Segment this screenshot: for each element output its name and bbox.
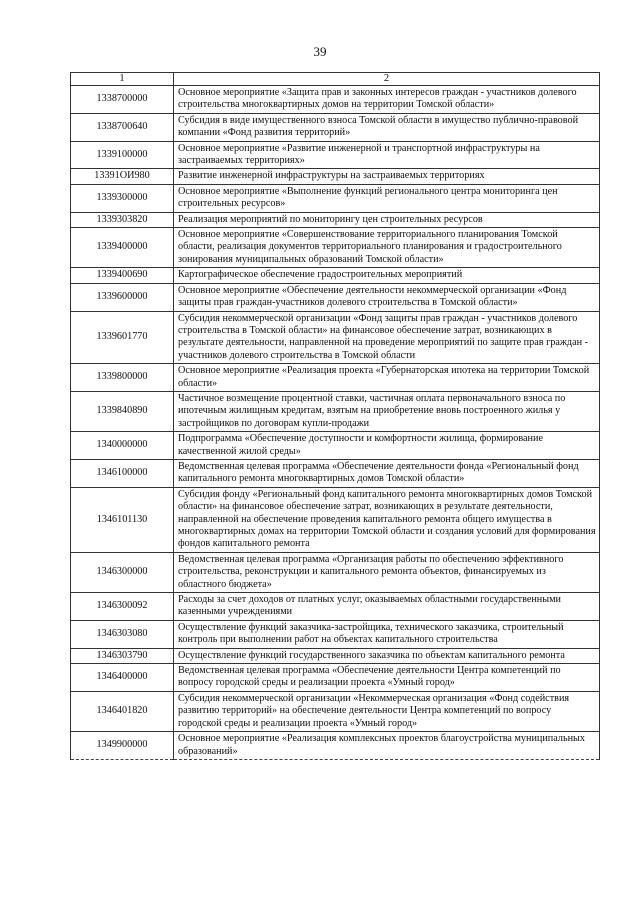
row-code: 1339300000 [71,184,174,212]
table-row [71,228,600,268]
table-row [71,487,600,552]
table-row [71,620,600,648]
row-description: Основное мероприятие «Обеспечение деятельности некоммерческой организации «Фонд защиты прав граждан-участников долевого строительства в Томской области» [174,283,600,311]
row-description: Основное мероприятие «Развитие инженерной и транспортной инфраструктуры на застраиваемых территориях» [174,141,600,169]
row-description: Картографическое обеспечение градостроительных мероприятий [174,268,600,283]
row-description: Подпрограмма «Обеспечение доступности и комфортности жилища, формирование качественной жилой среды» [174,432,600,460]
row-code: 1339840890 [71,391,174,431]
row-description: Субсидия некоммерческой организации «Фонд защиты прав граждан - участников долевого строительства в Томской области» на финансовое обеспечение затрат, возникающих в результате деятельности, направленной на проведение мероприятий по защите прав граждан - участников долевого строительства в Томской области [174,311,600,364]
row-code: 1338700000 [71,86,174,114]
table-row [71,552,600,592]
row-code: 1346101130 [71,487,174,552]
row-code: 1346100000 [71,459,174,487]
table-row [71,268,600,283]
row-description: Осуществление функций заказчика-застройщика, технического заказчика, строительный контроль при выполнении работ на объектах капитального строительства [174,620,600,648]
row-code: 1339600000 [71,283,174,311]
row-description: Ведомственная целевая программа «Обеспечение деятельности фонда «Региональный фонд капитального ремонта многоквартирных домов Томской области» [174,459,600,487]
row-code: 1338700640 [71,113,174,141]
row-description: Ведомственная целевая программа «Обеспечение деятельности Центра компетенций по вопросу городской среды и реализации проекта «Умный город» [174,664,600,692]
table-row [71,664,600,692]
table-row [71,593,600,621]
row-description: Основное мероприятие «Защита прав и законных интересов граждан - участников долевого строительства многоквартирных домов на территории Томской области» [174,86,600,114]
row-description: Субсидия некоммерческой организации «Некоммерческая организация «Фонд содействия развитию территорий» на обеспечение деятельности Центра компетенций по вопросу городской среды и реализации проекта «Умный город» [174,691,600,731]
table-row [71,169,600,184]
row-code: 1339303820 [71,212,174,227]
row-description: Частичное возмещение процентной ставки, частичная оплата первоначального взноса по ипотечным жилищным кредитам, взятым на приобретение вновь построенного жилья у застройщиков по договорам купли-продажи [174,391,600,431]
budget-classification-table [70,72,600,760]
table-header-row [71,73,600,86]
row-code: 1349900000 [71,732,174,760]
row-code: 1339601770 [71,311,174,364]
column-header-1: 1 [71,73,174,86]
row-code: 1346303790 [71,648,174,663]
table-row [71,459,600,487]
row-description: Основное мероприятие «Реализация комплексных проектов благоустройства муниципальных образований» [174,732,600,760]
table-row [71,184,600,212]
table-row [71,141,600,169]
row-description: Субсидия в виде имущественного взноса Томской области в имущество публично-правовой компании «Фонд развития территорий» [174,113,600,141]
row-description: Реализация мероприятий по мониторингу цен строительных ресурсов [174,212,600,227]
column-header-2: 2 [174,73,600,86]
row-code: 1346303080 [71,620,174,648]
row-code: 13391ОИ980 [71,169,174,184]
table-row [71,732,600,760]
row-code: 1339100000 [71,141,174,169]
row-description: Ведомственная целевая программа «Организация работы по обеспечению эффективного строительства, реконструкции и капитального ремонта объектов, финансируемых из областного бюджета» [174,552,600,592]
table-row [71,86,600,114]
table-row [71,212,600,227]
row-code: 1339400000 [71,228,174,268]
row-description: Основное мероприятие «Совершенствование территориального планирования Томской области, реализация документов территориального планирования и градостроительного зонирования муниципальных образований Томской области» [174,228,600,268]
row-code: 1346401820 [71,691,174,731]
table-row [71,364,600,392]
row-description: Осуществление функций государственного заказчика по объектам капитального ремонта [174,648,600,663]
row-code: 1346400000 [71,664,174,692]
row-description: Основное мероприятие «Реализация проекта «Губернаторская ипотека на территории Томской области» [174,364,600,392]
table-row [71,311,600,364]
table-row [71,283,600,311]
table-row [71,432,600,460]
table-row [71,391,600,431]
table-row [71,113,600,141]
table-row [71,691,600,731]
row-description: Расходы за счет доходов от платных услуг, оказываемых областными государственными казенными учреждениями [174,593,600,621]
row-code: 1346300092 [71,593,174,621]
row-code: 1339800000 [71,364,174,392]
row-code: 1346300000 [71,552,174,592]
row-description: Основное мероприятие «Выполнение функций регионального центра мониторинга цен строительных ресурсов» [174,184,600,212]
table-row [71,648,600,663]
row-description: Развитие инженерной инфраструктуры на застраиваемых территориях [174,169,600,184]
row-code: 1339400690 [71,268,174,283]
page-number: 39 [313,44,327,59]
row-code: 1340000000 [71,432,174,460]
row-description: Субсидия фонду «Региональный фонд капитального ремонта многоквартирных домов Томской области» на финансовое обеспечение затрат, возникающих в результате деятельности, направленной на обеспечение проведения капитального ремонта общего имущества в многоквартирных домах на территории Томской области и создания условий для формирования фондов капитального ремонта [174,487,600,552]
